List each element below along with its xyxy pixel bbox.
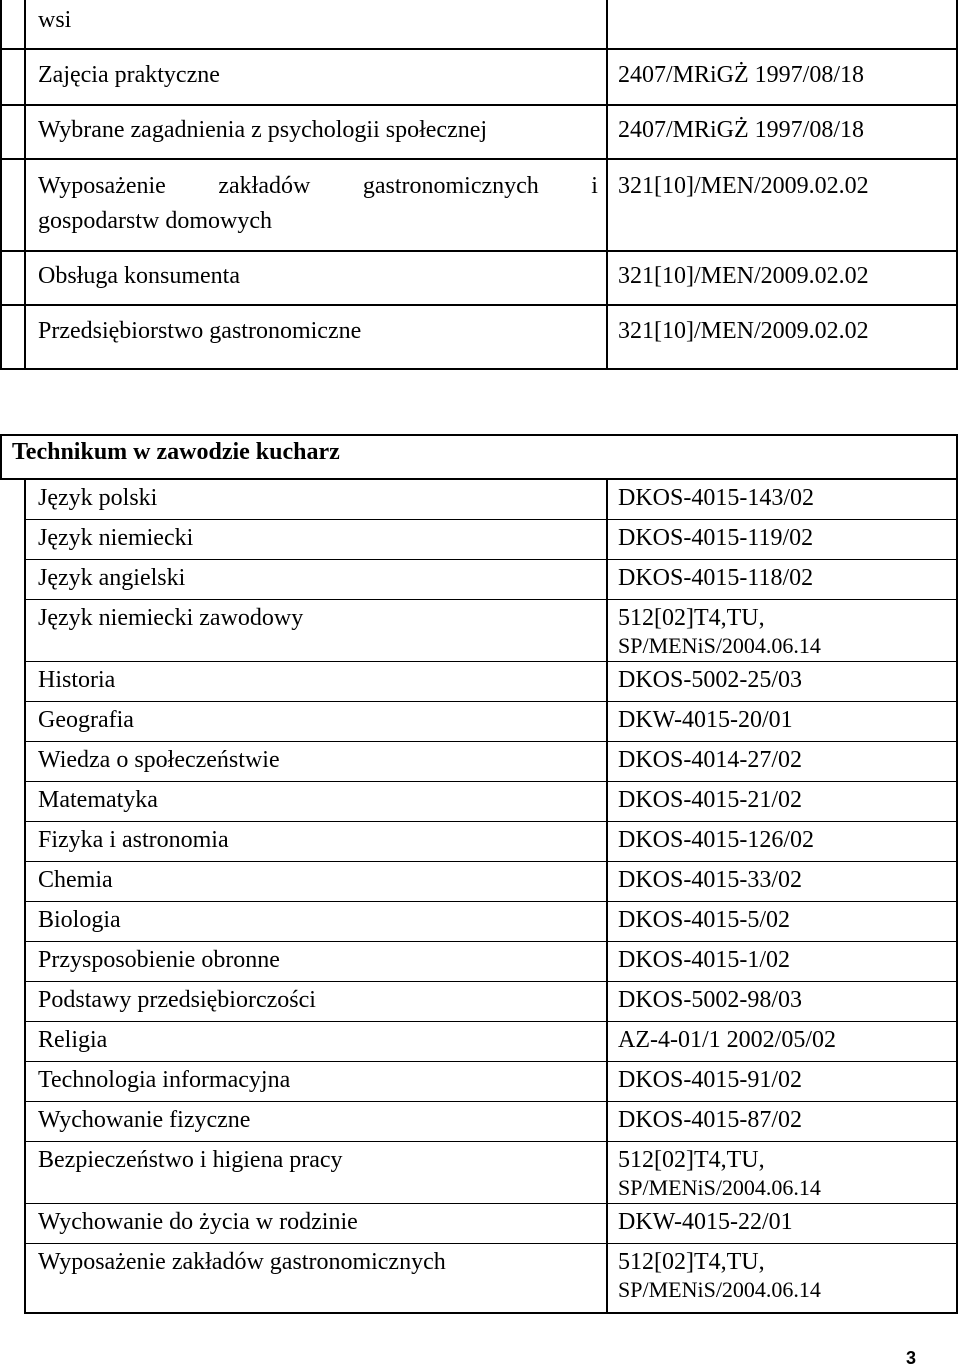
table2-code-line2: SP/MENiS/2004.06.14 xyxy=(618,1277,821,1302)
table1-hline xyxy=(0,158,958,160)
table1-code: 321[10]/MEN/2009.02.02 xyxy=(618,263,869,289)
table2-code: DKOS-4015-143/02 xyxy=(618,485,814,511)
table2-subject: Wychowanie do życia w rodzinie xyxy=(38,1209,358,1235)
table2-code: DKOS-4015-87/02 xyxy=(618,1107,802,1133)
table2-subject: Bezpieczeństwo i higiena pracy xyxy=(38,1147,343,1173)
table2-header-bottom xyxy=(0,478,958,480)
table1-hline xyxy=(0,104,958,106)
table1-subject: Zajęcia praktyczne xyxy=(38,62,220,88)
table2-hline xyxy=(24,1141,958,1142)
table1-subject-line1 xyxy=(38,172,598,200)
table1-subject: wsi xyxy=(38,7,72,33)
table2-hline xyxy=(24,821,958,822)
table2-subject: Podstawy przedsiębiorczości xyxy=(38,987,316,1013)
table2-hline xyxy=(24,661,958,662)
table1-code: 321[10]/MEN/2009.02.02 xyxy=(618,173,869,199)
table1-subject: Wybrane zagadnienia z psychologii społecznej xyxy=(38,117,488,143)
table2-hline xyxy=(24,981,958,982)
word: zakładów xyxy=(218,173,311,199)
table1-subject: Obsługa konsumenta xyxy=(38,263,240,289)
table2-subject: Matematyka xyxy=(38,787,158,813)
table2-hline xyxy=(24,559,958,560)
table2-subject: Język angielski xyxy=(38,565,186,591)
table1-code: 321[10]/MEN/2009.02.02 xyxy=(618,318,869,344)
page-number: 3 xyxy=(906,1348,917,1368)
table1-subject: Przedsiębiorstwo gastronomiczne xyxy=(38,318,362,344)
table2-subject: Historia xyxy=(38,667,116,693)
table1-hline xyxy=(0,48,958,50)
table2-hline xyxy=(24,1021,958,1022)
table2-header: Technikum w zawodzie kucharz xyxy=(12,439,340,465)
table2-gutter-line xyxy=(24,478,26,1314)
table2-hline xyxy=(24,781,958,782)
table1-subject-line2: gospodarstw domowych xyxy=(38,208,272,234)
table2-subject: Wyposażenie zakładów gastronomicznych xyxy=(38,1249,446,1275)
table2-subject: Wychowanie fizyczne xyxy=(38,1107,251,1133)
table2-subject: Wiedza o społeczeństwie xyxy=(38,747,280,773)
table2-subject: Język niemiecki xyxy=(38,525,194,551)
table2-subject: Przysposobienie obronne xyxy=(38,947,280,973)
word: i xyxy=(591,173,598,199)
table2-subject: Religia xyxy=(38,1027,108,1053)
table2-top-border xyxy=(0,434,958,436)
table2-code: DKW-4015-22/01 xyxy=(618,1209,793,1235)
table2-divider xyxy=(606,478,608,1314)
table2-subject: Język niemiecki zawodowy xyxy=(38,605,304,631)
table2-code: DKOS-4015-5/02 xyxy=(618,907,790,933)
table2-right-border xyxy=(956,434,958,1314)
table2-code: DKW-4015-20/01 xyxy=(618,707,793,733)
table1-gutter-line xyxy=(24,0,26,368)
word: gastronomicznych xyxy=(362,173,539,199)
table2-code: DKOS-4014-27/02 xyxy=(618,747,802,773)
table2-code: AZ-4-01/1 2002/05/02 xyxy=(618,1027,836,1053)
table2-hline xyxy=(24,1203,958,1204)
table1-code: 2407/MRiGŻ 1997/08/18 xyxy=(618,62,865,88)
table2-hline xyxy=(24,1243,958,1244)
table2-hline xyxy=(24,901,958,902)
table2-hline xyxy=(24,1101,958,1102)
table2-code: DKOS-4015-119/02 xyxy=(618,525,814,551)
table2-code-line2: SP/MENiS/2004.06.14 xyxy=(618,1175,821,1200)
table2-hline xyxy=(24,941,958,942)
table2-hline xyxy=(24,599,958,600)
table1-hline xyxy=(0,368,958,370)
table2-hline xyxy=(24,701,958,702)
table1-hline xyxy=(0,304,958,306)
table2-code: DKOS-4015-33/02 xyxy=(618,867,802,893)
table2-hline xyxy=(24,861,958,862)
table2-bottom-border xyxy=(24,1312,958,1314)
table2-subject: Technologia informacyjna xyxy=(38,1067,291,1093)
table2-code: DKOS-5002-98/03 xyxy=(618,987,802,1013)
table2-code: 512[02]T4,TU, xyxy=(618,605,765,631)
table1-divider xyxy=(606,0,608,368)
table2-code: DKOS-4015-21/02 xyxy=(618,787,802,813)
table2-hline xyxy=(24,1061,958,1062)
table2-code: DKOS-5002-25/03 xyxy=(618,667,802,693)
table2-subject: Biologia xyxy=(38,907,121,933)
table2-code: DKOS-4015-126/02 xyxy=(618,827,814,853)
table1-hline xyxy=(0,250,958,252)
table2-code: 512[02]T4,TU, xyxy=(618,1147,765,1173)
table2-hline xyxy=(24,741,958,742)
table1-right-border xyxy=(956,0,958,368)
table2-code-line2: SP/MENiS/2004.06.14 xyxy=(618,633,821,658)
table2-code: DKOS-4015-91/02 xyxy=(618,1067,802,1093)
table1-code: 2407/MRiGŻ 1997/08/18 xyxy=(618,117,865,143)
word: Wyposażenie xyxy=(38,173,166,199)
table2-code: DKOS-4015-118/02 xyxy=(618,565,814,591)
table2-subject: Fizyka i astronomia xyxy=(38,827,229,853)
table1-left-border xyxy=(0,0,2,368)
table2-subject: Geografia xyxy=(38,707,134,733)
table2-code: DKOS-4015-1/02 xyxy=(618,947,790,973)
table2-header-left xyxy=(0,434,2,480)
table2-subject: Chemia xyxy=(38,867,113,893)
table2-subject: Język polski xyxy=(38,485,158,511)
table2-hline xyxy=(24,519,958,520)
table2-code: 512[02]T4,TU, xyxy=(618,1249,765,1275)
